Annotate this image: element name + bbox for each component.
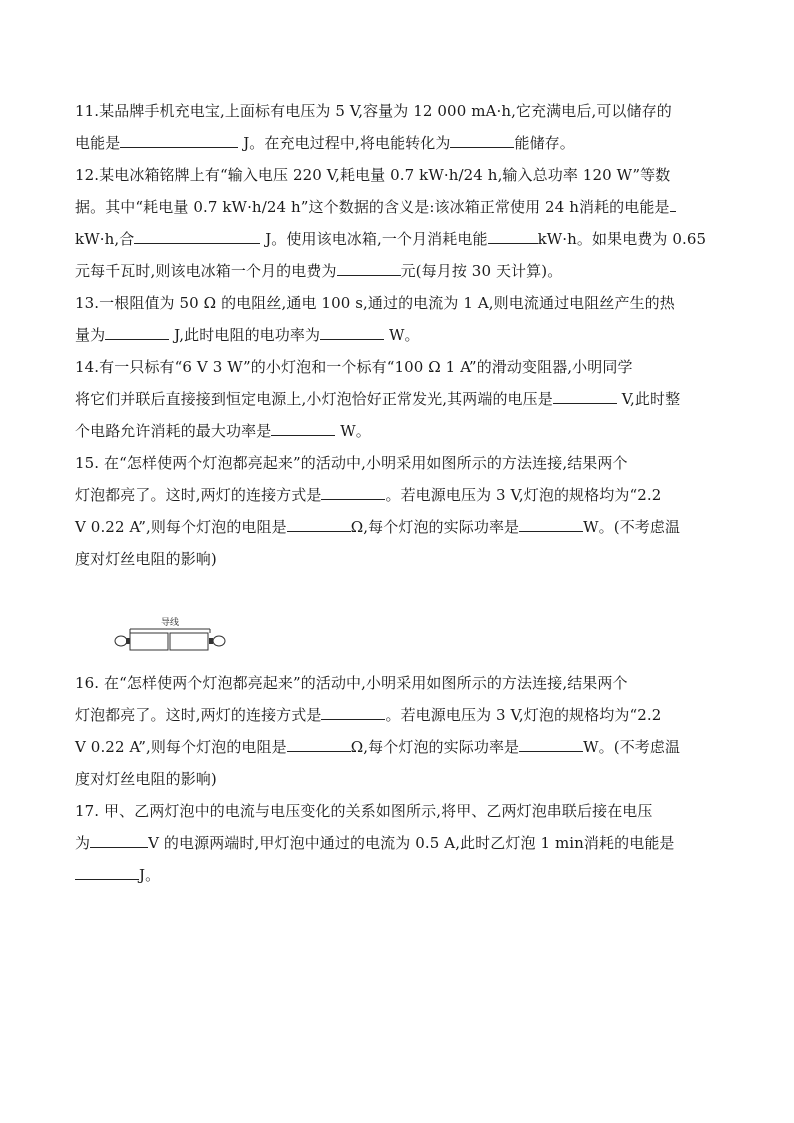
q15-text: 灯泡都亮了。这时,两灯的连接方式是 [75, 486, 322, 504]
answer-blank[interactable] [75, 862, 139, 880]
answer-blank[interactable] [450, 130, 514, 148]
q12-text: J。使用该电冰箱,一个月消耗电能 [265, 230, 488, 248]
q15-line-1 [75, 450, 725, 476]
q13-text: 量为 [75, 326, 106, 344]
q14-text: 个电路允许消耗的最大功率是 [75, 422, 272, 440]
q14-text: 14.有一只标有“6 V 3 W”的小灯泡和一个标有“100 Ω 1 A”的滑动变阻器,小明同学 [75, 358, 633, 376]
q13-line-2 [75, 322, 725, 348]
q17-text: J。 [139, 866, 161, 884]
q12-line-1 [75, 162, 725, 188]
q14-text: 将它们并联后直接接到恒定电源上,小灯泡恰好正常发光,其两端的电压是 [75, 390, 553, 408]
q16-line-4 [75, 766, 725, 792]
battery [170, 633, 208, 650]
bulb-left [115, 636, 127, 646]
q15-text: V 0.22 A”,则每个灯泡的电阻是 [75, 518, 287, 536]
answer-blank[interactable] [321, 702, 385, 720]
q11-text: J。在充电过程中,将电能转化为 [243, 134, 451, 152]
circuit-figure [112, 615, 232, 655]
q15-line-2 [75, 482, 725, 508]
bulb-base [126, 638, 130, 644]
q17-text: 17. 甲、乙两灯泡中的电流与电压变化的关系如图所示,将甲、乙两灯泡串联后接在电压 [75, 802, 653, 820]
q12-text: 12.某电冰箱铭牌上有“输入电压 220 V,耗电量 0.7 kW·h/24 h,输入总功率 120 W”等数 [75, 166, 671, 184]
q11-line-1 [75, 98, 725, 124]
q14-line-3 [75, 418, 725, 444]
q15-text: Ω,每个灯泡的实际功率是 [350, 518, 520, 536]
q13-line-1 [75, 290, 725, 316]
q16-line-2 [75, 702, 725, 728]
answer-blank[interactable] [105, 322, 169, 340]
q15-line-4 [75, 546, 725, 572]
q12-line-2 [75, 194, 725, 220]
answer-blank[interactable] [320, 322, 384, 340]
q12-line-4 [75, 258, 725, 284]
q11-text: 11.某品牌手机充电宝,上面标有电压为 5 V,容量为 12 000 mA·h,它充满电后,可以储存的 [75, 102, 672, 120]
q15-text: W。(不考虑温 [583, 518, 681, 536]
answer-blank[interactable] [287, 514, 351, 532]
answer-blank[interactable] [120, 130, 238, 148]
q12-text: 元(每月按 30 天计算)。 [400, 262, 563, 280]
q16-text: 度对灯丝电阻的影响) [75, 770, 217, 788]
q15-text: 度对灯丝电阻的影响) [75, 550, 217, 568]
q16-text: W。(不考虑温 [583, 738, 681, 756]
q17-text: V 的电源两端时,甲灯泡中通过的电流为 0.5 A,此时乙灯泡 1 min消耗的电能是 [148, 834, 675, 852]
q14-line-1 [75, 354, 725, 380]
q16-line-3 [75, 734, 725, 760]
q16-text: Ω,每个灯泡的实际功率是 [350, 738, 520, 756]
q17-text: 为 [75, 834, 91, 852]
answer-blank[interactable] [519, 734, 583, 752]
answer-blank[interactable] [670, 194, 676, 212]
answer-blank[interactable] [519, 514, 583, 532]
q12-text: kW·h,合 [75, 230, 135, 248]
wire-label: 导线 [160, 618, 180, 628]
q14-line-2 [75, 386, 725, 412]
q14-text: W。 [340, 422, 371, 440]
answer-blank[interactable] [488, 226, 538, 244]
q12-text: 据。其中“耗电量 0.7 kW·h/24 h”这个数据的含义是:该冰箱正常使用 24 h消耗的电能是 [75, 198, 670, 216]
q16-text: V 0.22 A”,则每个灯泡的电阻是 [75, 738, 287, 756]
q11-text: 能储存。 [514, 134, 575, 152]
bulb-right [213, 636, 225, 646]
q11-text: 电能是 [75, 134, 121, 152]
q13-text: W。 [388, 326, 420, 344]
answer-blank[interactable] [134, 226, 260, 244]
answer-blank[interactable] [90, 830, 148, 848]
answer-blank[interactable] [553, 386, 617, 404]
q13-text: 13.一根阻值为 50 Ω 的电阻丝,通电 100 s,通过的电流为 1 A,则电流通过电阻丝产生的热 [75, 294, 675, 312]
q13-text: J,此时电阻的电功率为 [174, 326, 321, 344]
battery [130, 633, 168, 650]
q12-text: 元每千瓦时,则该电冰箱一个月的电费为 [75, 262, 337, 280]
q16-text: 16. 在“怎样使两个灯泡都亮起来”的活动中,小明采用如图所示的方法连接,结果两个 [75, 674, 628, 692]
q17-line-1 [75, 798, 725, 824]
answer-blank[interactable] [321, 482, 385, 500]
q17-line-2 [75, 830, 725, 856]
q12-line-3 [75, 226, 725, 252]
q14-text: V,此时整 [621, 390, 681, 408]
answer-blank[interactable] [287, 734, 351, 752]
q12-text: kW·h。如果电费为 0.65 [537, 230, 707, 248]
q16-line-1 [75, 670, 725, 696]
q16-text: 。若电源电压为 3 V,灯泡的规格均为“2.2 [385, 706, 662, 724]
q11-line-2 [75, 130, 725, 156]
circuit-diagram [112, 615, 232, 655]
answer-blank[interactable] [271, 418, 335, 436]
q15-text: 15. 在“怎样使两个灯泡都亮起来”的活动中,小明采用如图所示的方法连接,结果两个 [75, 454, 628, 472]
q17-line-3 [75, 862, 725, 888]
q16-text: 灯泡都亮了。这时,两灯的连接方式是 [75, 706, 322, 724]
q15-line-3 [75, 514, 725, 540]
answer-blank[interactable] [337, 258, 401, 276]
q15-text: 。若电源电压为 3 V,灯泡的规格均为“2.2 [385, 486, 662, 504]
bulb-base [209, 638, 213, 644]
